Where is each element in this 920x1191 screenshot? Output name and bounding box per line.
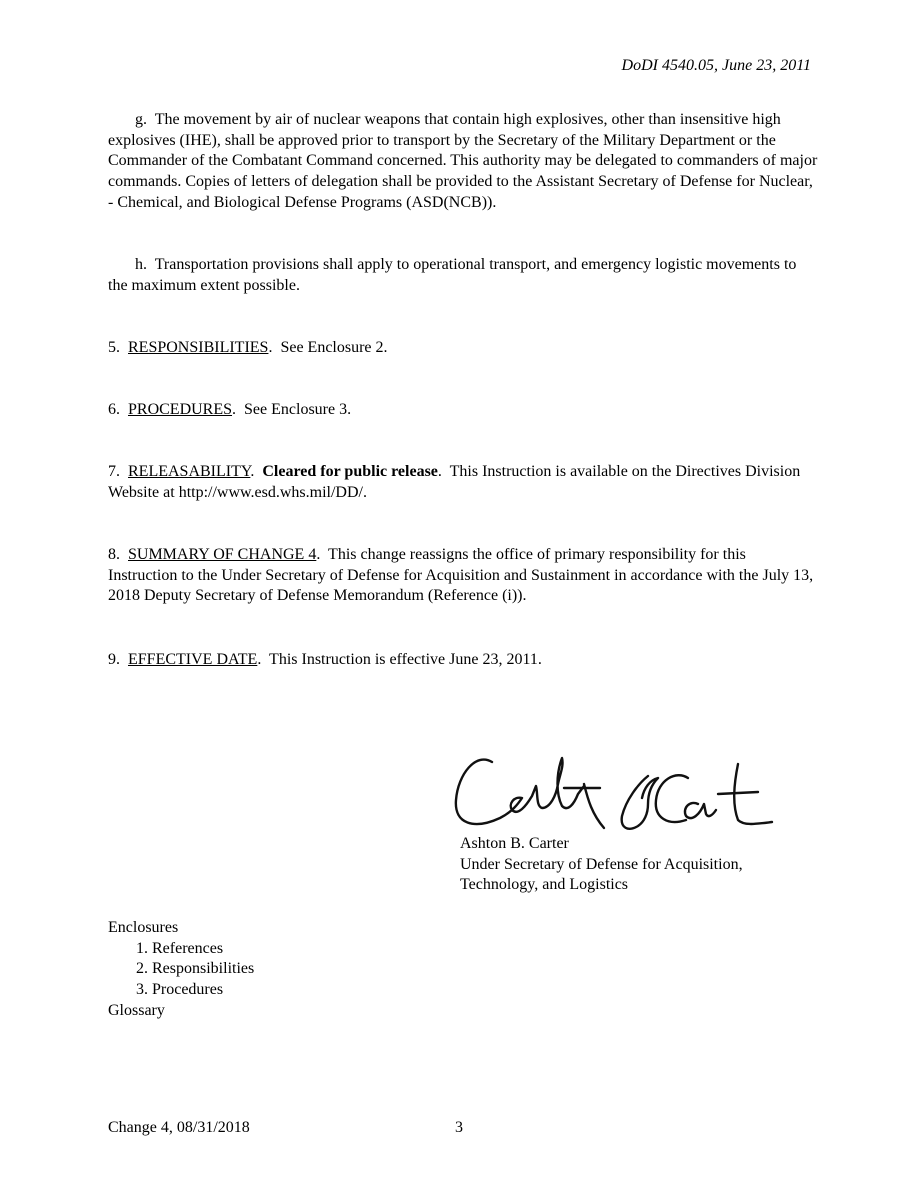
section-number: 9.: [108, 651, 120, 668]
page-number: 3: [455, 1119, 463, 1136]
section-responsibilities: 5. RESPONSIBILITIES. See Enclosure 2.: [108, 339, 388, 356]
section-summary-of-change: 8. SUMMARY OF CHANGE 4. This change reassigns the office of primary responsibility for this Instruction to the Under Secretary of Defense for Acquisition and Sustainment in accordance with the July 13, 2018 Deputy Secretary of Defense Memorandum (Reference (i)).: [108, 546, 814, 605]
section-releasability: 7. RELEASABILITY. Cleared for public release. This Instruction is available on the Directives Division Website at http://www.esd.whs.mil/DD/.: [108, 463, 801, 501]
section-title: EFFECTIVE DATE: [128, 651, 258, 668]
section-title: RELEASABILITY: [128, 463, 251, 480]
enclosure-item: 1. References: [136, 939, 224, 957]
section-effective-date: 9. EFFECTIVE DATE. This Instruction is effective June 23, 2011.: [108, 651, 542, 668]
section-title: RESPONSIBILITIES: [128, 339, 269, 356]
paragraph-h-label: h.: [135, 256, 147, 273]
signature-image: [452, 744, 782, 840]
section-number: 5.: [108, 339, 120, 356]
section-text: See Enclosure 2.: [280, 339, 388, 356]
paragraph-g-text: The movement by air of nuclear weapons that contain high explosives, other than insensitive high explosives (IHE), shall be approved prior to transport by the Secretary of the Military Department or the Commander of the Combatant Command concerned. This authority may be delegated to commanders of major commands. Copies of letters of delegation shall be provided to the Assistant Secretary of Defense for Nuclear, - Chemical, and Biological Defense Programs (ASD(NCB)).: [108, 111, 818, 211]
signer-title-line-1: Under Secretary of Defense for Acquisition,: [460, 855, 743, 873]
enclosures-heading: Enclosures: [108, 919, 179, 936]
paragraph-h: [108, 255, 818, 296]
signer-title-line-2: Technology, and Logistics: [460, 876, 629, 894]
glossary-label: Glossary: [108, 1001, 165, 1019]
signer-name: Ashton B. Carter: [460, 835, 569, 852]
signature-block: [460, 834, 743, 896]
section-text: This Instruction is effective June 23, 2011.: [269, 651, 542, 668]
handwritten-signature: [452, 744, 782, 840]
section-text: This Instruction is available on the Directives Division Website at http://www.esd.whs.mil/DD/.: [108, 463, 801, 501]
enclosure-item: 2. Responsibilities: [136, 960, 255, 978]
paragraph-g: [108, 110, 818, 214]
section-procedures: 6. PROCEDURES. See Enclosure 3.: [108, 401, 352, 418]
section-number: 6.: [108, 401, 120, 418]
section-text: See Enclosure 3.: [244, 401, 352, 418]
section-number: 7.: [108, 463, 120, 480]
enclosure-item: 3. Procedures: [136, 981, 224, 999]
footer-change-info: Change 4, 08/31/2018: [108, 1119, 250, 1136]
paragraph-g-label: g.: [135, 111, 147, 128]
section-title: SUMMARY OF CHANGE 4: [128, 546, 317, 563]
section-number: 8.: [108, 546, 120, 563]
paragraph-h-text: Transportation provisions shall apply to operational transport, and emergency logistic movements to the maximum extent possible.: [108, 256, 797, 294]
document-header: DoDI 4540.05, June 23, 2011: [621, 57, 811, 74]
enclosures-list: [108, 918, 254, 1022]
section-text: This change reassigns the office of primary responsibility for this Instruction to the Under Secretary of Defense for Acquisition and Sustainment in accordance with the July 13, 2018 Deputy Secretary of Defense Memorandum (Reference (i)).: [108, 546, 814, 605]
release-statement: Cleared for public release: [262, 463, 438, 480]
section-title: PROCEDURES: [128, 401, 233, 418]
